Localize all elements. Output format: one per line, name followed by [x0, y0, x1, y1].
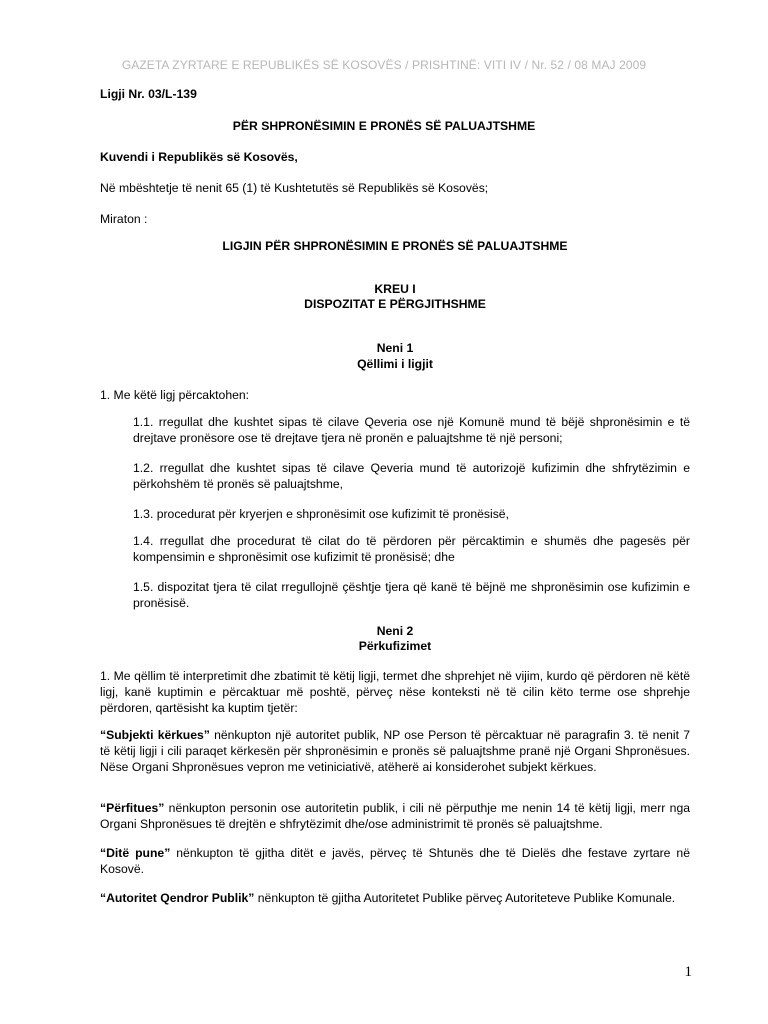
- definition-term: “Subjekti kërkues”: [100, 728, 210, 742]
- law-full-title: LIGJIN PËR SHPRONËSIMIN E PRONËS SË PALUAJTSHME: [222, 239, 568, 253]
- article-2-title: Përkufizimet: [358, 639, 432, 653]
- article-1-item: 1.1. rregullat dhe kushtet sipas të cilave Qeveria ose një Komunë mund të bëjë shpronësimin e të drejtave pronësore ose të drejtave tjera në pronën e paluajtshme të një personi;: [133, 415, 690, 445]
- article-1-label: Neni 1: [376, 341, 414, 355]
- definition-paragraph: [100, 890, 690, 906]
- definition-text: nënkupton të gjitha Autoritetet Publike përveç Autoriteteve Publike Komunale.: [254, 891, 676, 905]
- definition-term: “Autoritet Qendror Publik”: [100, 891, 255, 905]
- article-1-item: 1.3. procedurat për kryerjen e shpronësimit ose kufizimit të pronësisë,: [133, 507, 509, 521]
- running-header: GAZETA ZYRTARE E REPUBLIKËS SË KOSOVËS / PRISHTINË: VITI IV / Nr. 52 / 08 MAJ 2009: [121, 58, 647, 72]
- article-1-title: Qëllimi i ligjit: [357, 357, 433, 371]
- legal-basis: Në mbështetje të nenit 65 (1) të Kushtetutës së Republikës së Kosovës;: [100, 181, 489, 195]
- article-2-intro: 1. Me qëllim të interpretimit dhe zbatimit të këtij ligji, termet dhe shprehjet në vijim, kurdo që përdoren në këtë ligj, kanë kuptimin e përcaktuar më poshtë, përveç nëse konteksti në të cilin këto terme ose shprehje përdoren, qartësisht ka kuptim tjetër:: [100, 669, 690, 715]
- definition-text: nënkupton personin ose autoritetin publik, i cili në përputhje me nenin 14 të këtij ligji, merr nga Organi Shpronësues të drejtën e shfrytëzimit dhe/ose administrimit të pronës së paluajtshme.: [100, 801, 690, 831]
- adopts-label: Miraton :: [100, 212, 148, 226]
- assembly-name: Kuvendi i Republikës së Kosovës,: [100, 150, 298, 164]
- definition-paragraph: [100, 800, 690, 832]
- page-number: 1: [684, 964, 692, 980]
- article-2-label: Neni 2: [376, 624, 414, 638]
- article-1-item: 1.5. dispozitat tjera të cilat rregullojnë çështje tjera që kanë të bëjnë me shpronësimin ose kufizimin e pronësisë.: [133, 580, 690, 610]
- chapter-label: KREU I: [374, 282, 416, 296]
- article-1-item: 1.2. rregullat dhe kushtet sipas të cilave Qeveria mund të autorizojë kufizimin dhe shfrytëzimin e përkohshëm të pronës së paluajtshme,: [133, 461, 690, 491]
- definition-paragraph: [100, 845, 690, 877]
- law-title: PËR SHPRONËSIMIN E PRONËS SË PALUAJTSHME: [232, 119, 536, 133]
- definition-term: “Përfitues”: [100, 801, 165, 815]
- definition-text: nënkupton të gjitha ditët e javës, përveç të Shtunës dhe të Dielës dhe festave zyrtare në Kosovë.: [100, 846, 690, 876]
- article-1-intro: 1. Me këtë ligj përcaktohen:: [100, 388, 250, 402]
- law-number: Ligji Nr. 03/L-139: [100, 87, 197, 101]
- chapter-title: DISPOZITAT E PËRGJITHSHME: [304, 297, 486, 311]
- article-1-item: 1.4. rregullat dhe procedurat të cilat do të përdoren për përcaktimin e shumës dhe pagesës për kompensimin e shpronësimit ose kufizimit të pronësisë; dhe: [133, 534, 690, 564]
- definition-paragraph: [100, 727, 690, 775]
- definition-term: “Ditë pune”: [100, 846, 171, 860]
- definition-text: nënkupton një autoritet publik, NP ose Person të përcaktuar në paragrafin 3. të nenit 7 të këtij ligji i cili paraqet kërkesën për shpronësimin e pronës së paluajtshme pranë një Organi Shpronësues. Nëse Organi Shpronësues vepron me vetiniciativë, atëherë ai konsiderohet subjekt kërkues.: [100, 728, 690, 774]
